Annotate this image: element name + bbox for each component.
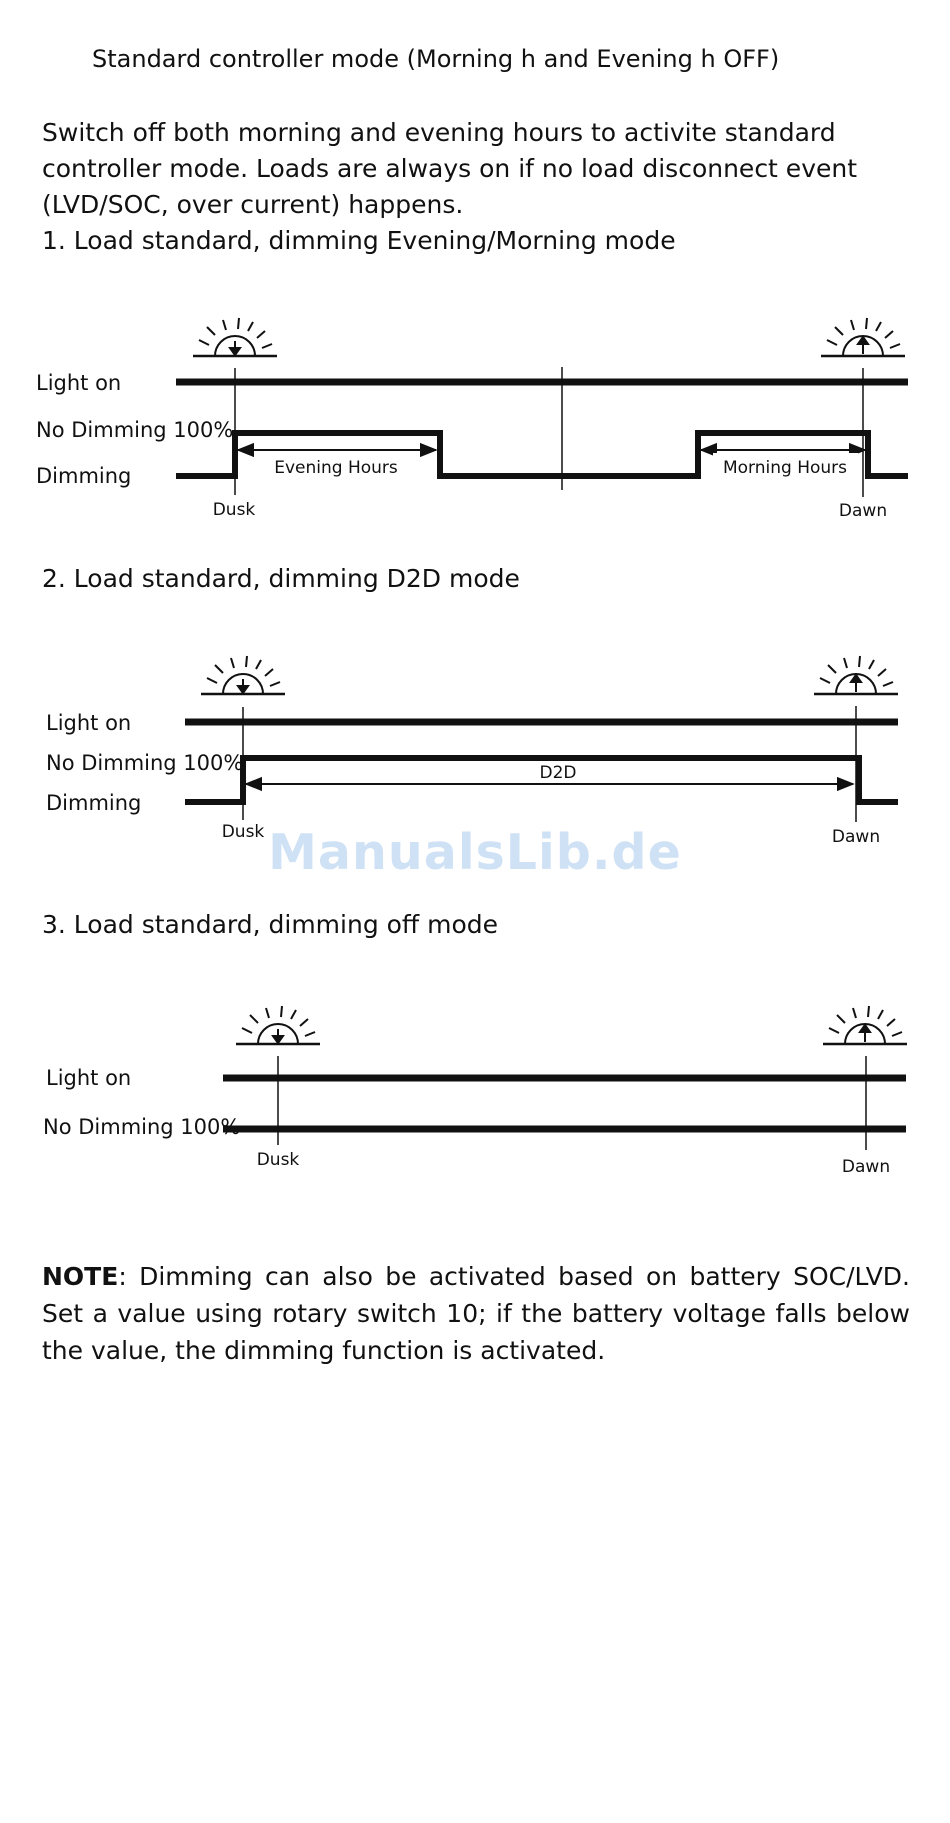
- diagram-3-dimming-off: [0, 990, 950, 1190]
- morning-hours-label: Morning Hours: [722, 458, 848, 478]
- light-on-label: Light on: [46, 711, 132, 735]
- sunrise-icon: [823, 1006, 907, 1044]
- no-dimming-label: No Dimming 100%: [46, 751, 244, 775]
- evening-hours-label: Evening Hours: [274, 458, 398, 478]
- note-paragraph: [42, 1258, 910, 1369]
- diagram-1-title: 1. Load standard, dimming Evening/Morning mode: [42, 226, 676, 255]
- diagram-2-title: 2. Load standard, dimming D2D mode: [42, 564, 520, 593]
- intro-paragraph: [42, 115, 902, 223]
- dusk-label: Dusk: [256, 1150, 300, 1170]
- light-on-label: Light on: [36, 371, 122, 395]
- dusk-label: Dusk: [221, 822, 265, 842]
- dawn-label: Dawn: [831, 827, 881, 847]
- no-dimming-label: No Dimming 100%: [36, 418, 234, 442]
- watermark: ManualsLib.de: [268, 824, 682, 881]
- dimming-label: Dimming: [36, 464, 132, 488]
- note-text: : Dimming can also be activated based on battery SOC/LVD. Set a value using rotary switch 10; if the battery voltage falls below the value, the dimming function is activated.: [42, 1262, 910, 1365]
- dusk-label: Dusk: [212, 500, 256, 520]
- dawn-label: Dawn: [838, 501, 888, 521]
- page-heading: Standard controller mode (Morning h and Evening h OFF): [92, 45, 780, 73]
- no-dimming-label: No Dimming 100%: [43, 1115, 241, 1139]
- diagram-3-title: 3. Load standard, dimming off mode: [42, 910, 498, 939]
- dimming-label: Dimming: [46, 791, 142, 815]
- intro-text: Switch off both morning and evening hours to activite standard controller mode. Loads are always on if no load disconnect event (LVD/SOC, over current) happens.: [42, 118, 858, 219]
- sunrise-icon: [814, 656, 898, 694]
- note-label: NOTE: [42, 1262, 119, 1291]
- sunset-icon: [193, 318, 277, 356]
- diagram-1-evening-morning: [0, 300, 950, 525]
- dawn-label: Dawn: [841, 1157, 891, 1177]
- light-on-label: Light on: [46, 1066, 132, 1090]
- d2d-label: D2D: [539, 763, 577, 783]
- sunset-icon: [236, 1006, 320, 1044]
- diagram-2-d2d: [0, 640, 950, 855]
- sunrise-icon: [821, 318, 905, 356]
- sunset-icon: [201, 656, 285, 694]
